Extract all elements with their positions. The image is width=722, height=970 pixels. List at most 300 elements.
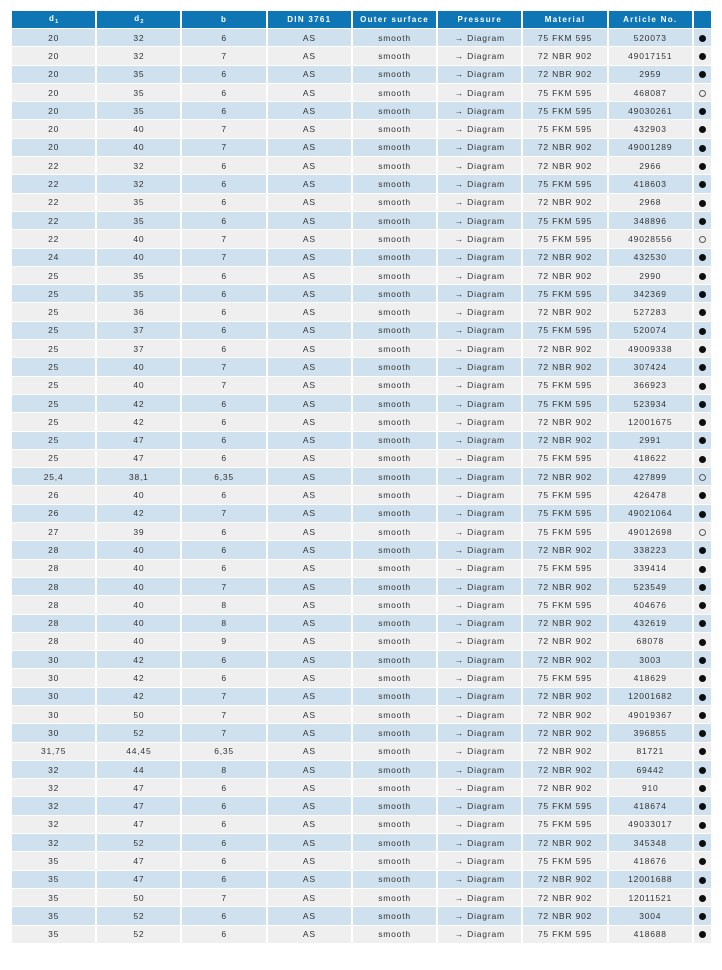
cell-d2: 32 [97, 29, 180, 46]
availability-cell [694, 102, 711, 119]
filled-circle-icon [699, 401, 706, 408]
cell-din: AS [268, 871, 351, 888]
cell-article: 432619 [609, 615, 692, 632]
cell-d1: 20 [12, 120, 95, 137]
cell-article: 404676 [609, 596, 692, 613]
cell-pressure: → Diagram [438, 669, 521, 686]
cell-din: AS [268, 615, 351, 632]
table-row [12, 157, 711, 174]
cell-article: 2968 [609, 194, 692, 211]
filled-circle-icon [699, 895, 706, 902]
cell-outer: smooth [353, 47, 436, 64]
availability-cell [694, 377, 711, 394]
cell-outer: smooth [353, 212, 436, 229]
cell-d1: 25 [12, 395, 95, 412]
cell-outer: smooth [353, 432, 436, 449]
cell-d1: 30 [12, 651, 95, 668]
cell-d2: 47 [97, 852, 180, 869]
availability-cell [694, 340, 711, 357]
cell-material: 72 NBR 902 [523, 724, 606, 741]
cell-d2: 32 [97, 47, 180, 64]
table-row [12, 395, 711, 412]
cell-material: 72 NBR 902 [523, 194, 606, 211]
cell-pressure: → Diagram [438, 212, 521, 229]
column-header-pressure [438, 11, 521, 28]
cell-din: AS [268, 120, 351, 137]
cell-article: 49001289 [609, 139, 692, 156]
filled-circle-icon [699, 547, 706, 554]
cell-din: AS [268, 175, 351, 192]
cell-din: AS [268, 633, 351, 650]
cell-pressure: → Diagram [438, 779, 521, 796]
cell-b: 6 [182, 779, 265, 796]
table-row [12, 505, 711, 522]
cell-article: 523549 [609, 578, 692, 595]
table-row [12, 358, 711, 375]
availability-cell [694, 47, 711, 64]
filled-circle-icon [699, 877, 706, 884]
cell-material: 75 FKM 595 [523, 560, 606, 577]
availability-cell [694, 450, 711, 467]
cell-article: 348896 [609, 212, 692, 229]
cell-din: AS [268, 230, 351, 247]
cell-outer: smooth [353, 157, 436, 174]
cell-material: 75 FKM 595 [523, 377, 606, 394]
cell-outer: smooth [353, 797, 436, 814]
availability-cell [694, 889, 711, 906]
cell-b: 6 [182, 523, 265, 540]
cell-b: 6 [182, 175, 265, 192]
filled-circle-icon [699, 291, 706, 298]
cell-material: 72 NBR 902 [523, 706, 606, 723]
cell-d2: 35 [97, 194, 180, 211]
cell-pressure: → Diagram [438, 596, 521, 613]
cell-din: AS [268, 450, 351, 467]
table-row [12, 47, 711, 64]
cell-outer: smooth [353, 358, 436, 375]
cell-material: 75 FKM 595 [523, 450, 606, 467]
availability-cell [694, 303, 711, 320]
cell-d2: 52 [97, 907, 180, 924]
cell-article: 3004 [609, 907, 692, 924]
cell-article: 345348 [609, 834, 692, 851]
cell-article: 418688 [609, 926, 692, 943]
cell-d2: 47 [97, 797, 180, 814]
cell-outer: smooth [353, 340, 436, 357]
availability-cell [694, 523, 711, 540]
cell-article: 2991 [609, 432, 692, 449]
filled-circle-icon [699, 181, 706, 188]
cell-outer: smooth [353, 377, 436, 394]
cell-d2: 40 [97, 249, 180, 266]
cell-material: 72 NBR 902 [523, 889, 606, 906]
cell-b: 7 [182, 377, 265, 394]
cell-din: AS [268, 377, 351, 394]
cell-pressure: → Diagram [438, 871, 521, 888]
cell-article: 342369 [609, 285, 692, 302]
cell-b: 7 [182, 889, 265, 906]
cell-material: 75 FKM 595 [523, 596, 606, 613]
table-row [12, 29, 711, 46]
cell-d1: 20 [12, 84, 95, 101]
cell-d2: 40 [97, 560, 180, 577]
cell-d1: 30 [12, 706, 95, 723]
cell-outer: smooth [353, 413, 436, 430]
cell-outer: smooth [353, 249, 436, 266]
availability-cell [694, 413, 711, 430]
cell-din: AS [268, 395, 351, 412]
table-row [12, 322, 711, 339]
cell-d2: 47 [97, 450, 180, 467]
table-row [12, 450, 711, 467]
cell-outer: smooth [353, 926, 436, 943]
cell-article: 69442 [609, 761, 692, 778]
cell-d1: 22 [12, 230, 95, 247]
cell-outer: smooth [353, 834, 436, 851]
cell-pressure: → Diagram [438, 230, 521, 247]
cell-d2: 39 [97, 523, 180, 540]
cell-d2: 35 [97, 212, 180, 229]
availability-cell [694, 285, 711, 302]
cell-outer: smooth [353, 560, 436, 577]
filled-circle-icon [699, 35, 706, 42]
cell-pressure: → Diagram [438, 926, 521, 943]
table-row [12, 761, 711, 778]
cell-d2: 40 [97, 139, 180, 156]
cell-b: 6 [182, 834, 265, 851]
column-header-article [609, 11, 692, 28]
cell-din: AS [268, 102, 351, 119]
cell-outer: smooth [353, 871, 436, 888]
filled-circle-icon [699, 712, 706, 719]
cell-d2: 50 [97, 706, 180, 723]
cell-b: 6 [182, 322, 265, 339]
cell-article: 2990 [609, 267, 692, 284]
cell-b: 6 [182, 340, 265, 357]
cell-din: AS [268, 66, 351, 83]
cell-article: 3003 [609, 651, 692, 668]
cell-d2: 42 [97, 651, 180, 668]
open-circle-icon [699, 236, 706, 243]
cell-outer: smooth [353, 505, 436, 522]
table-row [12, 340, 711, 357]
filled-circle-icon [699, 492, 706, 499]
cell-d1: 26 [12, 486, 95, 503]
filled-circle-icon [699, 364, 706, 371]
cell-b: 8 [182, 615, 265, 632]
cell-outer: smooth [353, 322, 436, 339]
column-header-label: Pressure [457, 15, 503, 24]
cell-article: 49019367 [609, 706, 692, 723]
cell-d1: 22 [12, 175, 95, 192]
filled-circle-icon [699, 346, 706, 353]
cell-d2: 35 [97, 66, 180, 83]
cell-pressure: → Diagram [438, 358, 521, 375]
availability-cell [694, 230, 711, 247]
cell-pressure: → Diagram [438, 120, 521, 137]
table-row [12, 212, 711, 229]
cell-din: AS [268, 651, 351, 668]
cell-din: AS [268, 669, 351, 686]
cell-material: 75 FKM 595 [523, 797, 606, 814]
table-row [12, 230, 711, 247]
cell-b: 6 [182, 651, 265, 668]
filled-circle-icon [699, 456, 706, 463]
cell-pressure: → Diagram [438, 102, 521, 119]
cell-d2: 52 [97, 724, 180, 741]
table-row [12, 377, 711, 394]
cell-material: 72 NBR 902 [523, 468, 606, 485]
cell-d2: 40 [97, 230, 180, 247]
cell-d2: 42 [97, 395, 180, 412]
cell-d1: 25 [12, 358, 95, 375]
cell-material: 75 FKM 595 [523, 669, 606, 686]
cell-b: 6 [182, 450, 265, 467]
cell-d2: 47 [97, 432, 180, 449]
cell-din: AS [268, 285, 351, 302]
open-circle-icon [699, 90, 706, 97]
filled-circle-icon [699, 254, 706, 261]
cell-outer: smooth [353, 120, 436, 137]
cell-article: 49012698 [609, 523, 692, 540]
table-row [12, 560, 711, 577]
cell-article: 523934 [609, 395, 692, 412]
cell-b: 6 [182, 303, 265, 320]
cell-material: 72 NBR 902 [523, 633, 606, 650]
cell-b: 6 [182, 852, 265, 869]
cell-d1: 20 [12, 47, 95, 64]
table-row [12, 816, 711, 833]
filled-circle-icon [699, 620, 706, 627]
filled-circle-icon [699, 858, 706, 865]
cell-article: 49028556 [609, 230, 692, 247]
cell-material: 75 FKM 595 [523, 395, 606, 412]
availability-cell [694, 157, 711, 174]
cell-pressure: → Diagram [438, 47, 521, 64]
header-row [12, 11, 711, 28]
cell-d2: 36 [97, 303, 180, 320]
filled-circle-icon [699, 785, 706, 792]
table-row [12, 834, 711, 851]
cell-din: AS [268, 139, 351, 156]
availability-cell [694, 688, 711, 705]
availability-cell [694, 797, 711, 814]
filled-circle-icon [699, 822, 706, 829]
table-row [12, 523, 711, 540]
cell-material: 72 NBR 902 [523, 303, 606, 320]
cell-d1: 28 [12, 560, 95, 577]
cell-d2: 47 [97, 816, 180, 833]
filled-circle-icon [699, 803, 706, 810]
cell-outer: smooth [353, 230, 436, 247]
cell-pressure: → Diagram [438, 761, 521, 778]
cell-d2: 40 [97, 541, 180, 558]
cell-b: 6 [182, 816, 265, 833]
availability-cell [694, 560, 711, 577]
cell-din: AS [268, 560, 351, 577]
cell-b: 6 [182, 432, 265, 449]
cell-material: 75 FKM 595 [523, 523, 606, 540]
availability-cell [694, 834, 711, 851]
column-header-outer [353, 11, 436, 28]
column-header-d2 [97, 11, 180, 28]
availability-cell [694, 761, 711, 778]
cell-din: AS [268, 706, 351, 723]
cell-d1: 20 [12, 102, 95, 119]
cell-outer: smooth [353, 541, 436, 558]
cell-pressure: → Diagram [438, 541, 521, 558]
cell-d1: 35 [12, 926, 95, 943]
table-row [12, 779, 711, 796]
cell-b: 6 [182, 157, 265, 174]
filled-circle-icon [699, 602, 706, 609]
filled-circle-icon [699, 767, 706, 774]
cell-pressure: → Diagram [438, 303, 521, 320]
cell-b: 8 [182, 596, 265, 613]
cell-outer: smooth [353, 615, 436, 632]
cell-b: 6 [182, 871, 265, 888]
cell-article: 418603 [609, 175, 692, 192]
filled-circle-icon [699, 840, 706, 847]
cell-material: 75 FKM 595 [523, 120, 606, 137]
cell-d1: 22 [12, 194, 95, 211]
column-header-status [694, 11, 711, 28]
cell-d2: 47 [97, 779, 180, 796]
table-row [12, 139, 711, 156]
cell-outer: smooth [353, 724, 436, 741]
cell-d2: 38,1 [97, 468, 180, 485]
cell-b: 6 [182, 541, 265, 558]
cell-pressure: → Diagram [438, 139, 521, 156]
cell-din: AS [268, 523, 351, 540]
cell-d1: 25 [12, 413, 95, 430]
cell-article: 338223 [609, 541, 692, 558]
filled-circle-icon [699, 309, 706, 316]
availability-cell [694, 852, 711, 869]
availability-cell [694, 468, 711, 485]
availability-cell [694, 743, 711, 760]
cell-outer: smooth [353, 669, 436, 686]
availability-cell [694, 578, 711, 595]
cell-d2: 50 [97, 889, 180, 906]
cell-material: 75 FKM 595 [523, 230, 606, 247]
cell-din: AS [268, 249, 351, 266]
cell-material: 75 FKM 595 [523, 505, 606, 522]
cell-pressure: → Diagram [438, 340, 521, 357]
cell-d1: 30 [12, 669, 95, 686]
filled-circle-icon [699, 419, 706, 426]
cell-d1: 25 [12, 377, 95, 394]
cell-pressure: → Diagram [438, 834, 521, 851]
cell-article: 418676 [609, 852, 692, 869]
filled-circle-icon [699, 657, 706, 664]
availability-cell [694, 175, 711, 192]
availability-cell [694, 926, 711, 943]
open-circle-icon [699, 529, 706, 536]
cell-d2: 35 [97, 84, 180, 101]
cell-outer: smooth [353, 486, 436, 503]
cell-article: 12001675 [609, 413, 692, 430]
cell-din: AS [268, 157, 351, 174]
cell-material: 72 NBR 902 [523, 688, 606, 705]
cell-article: 12001688 [609, 871, 692, 888]
cell-d1: 25 [12, 450, 95, 467]
availability-cell [694, 541, 711, 558]
cell-d2: 42 [97, 688, 180, 705]
cell-d2: 40 [97, 578, 180, 595]
availability-cell [694, 871, 711, 888]
cell-b: 7 [182, 688, 265, 705]
availability-cell [694, 724, 711, 741]
column-header-subscript: 1 [55, 19, 59, 25]
availability-cell [694, 395, 711, 412]
cell-pressure: → Diagram [438, 743, 521, 760]
cell-din: AS [268, 468, 351, 485]
cell-d1: 32 [12, 834, 95, 851]
filled-circle-icon [699, 145, 706, 152]
cell-b: 6 [182, 486, 265, 503]
table-row [12, 797, 711, 814]
table-row [12, 889, 711, 906]
cell-d1: 32 [12, 761, 95, 778]
cell-b: 6,35 [182, 468, 265, 485]
table-row [12, 596, 711, 613]
cell-d2: 40 [97, 486, 180, 503]
table-row [12, 852, 711, 869]
filled-circle-icon [699, 437, 706, 444]
cell-din: AS [268, 578, 351, 595]
column-header-label: d [134, 14, 141, 23]
cell-d1: 30 [12, 724, 95, 741]
cell-material: 72 NBR 902 [523, 578, 606, 595]
cell-outer: smooth [353, 889, 436, 906]
cell-outer: smooth [353, 523, 436, 540]
availability-cell [694, 615, 711, 632]
cell-din: AS [268, 486, 351, 503]
cell-d1: 25 [12, 340, 95, 357]
cell-outer: smooth [353, 651, 436, 668]
availability-cell [694, 322, 711, 339]
filled-circle-icon [699, 163, 706, 170]
cell-d2: 35 [97, 267, 180, 284]
cell-article: 49030261 [609, 102, 692, 119]
cell-din: AS [268, 432, 351, 449]
table-row [12, 267, 711, 284]
table-row [12, 926, 711, 943]
cell-outer: smooth [353, 84, 436, 101]
table-row [12, 194, 711, 211]
cell-outer: smooth [353, 194, 436, 211]
cell-d2: 40 [97, 633, 180, 650]
table-row [12, 432, 711, 449]
cell-material: 72 NBR 902 [523, 761, 606, 778]
availability-cell [694, 907, 711, 924]
cell-article: 81721 [609, 743, 692, 760]
cell-din: AS [268, 761, 351, 778]
cell-pressure: → Diagram [438, 84, 521, 101]
cell-din: AS [268, 212, 351, 229]
table-row [12, 743, 711, 760]
cell-article: 339414 [609, 560, 692, 577]
cell-d1: 24 [12, 249, 95, 266]
cell-article: 527283 [609, 303, 692, 320]
cell-material: 72 NBR 902 [523, 907, 606, 924]
cell-d1: 25,4 [12, 468, 95, 485]
availability-cell [694, 651, 711, 668]
filled-circle-icon [699, 730, 706, 737]
cell-article: 520074 [609, 322, 692, 339]
availability-cell [694, 505, 711, 522]
